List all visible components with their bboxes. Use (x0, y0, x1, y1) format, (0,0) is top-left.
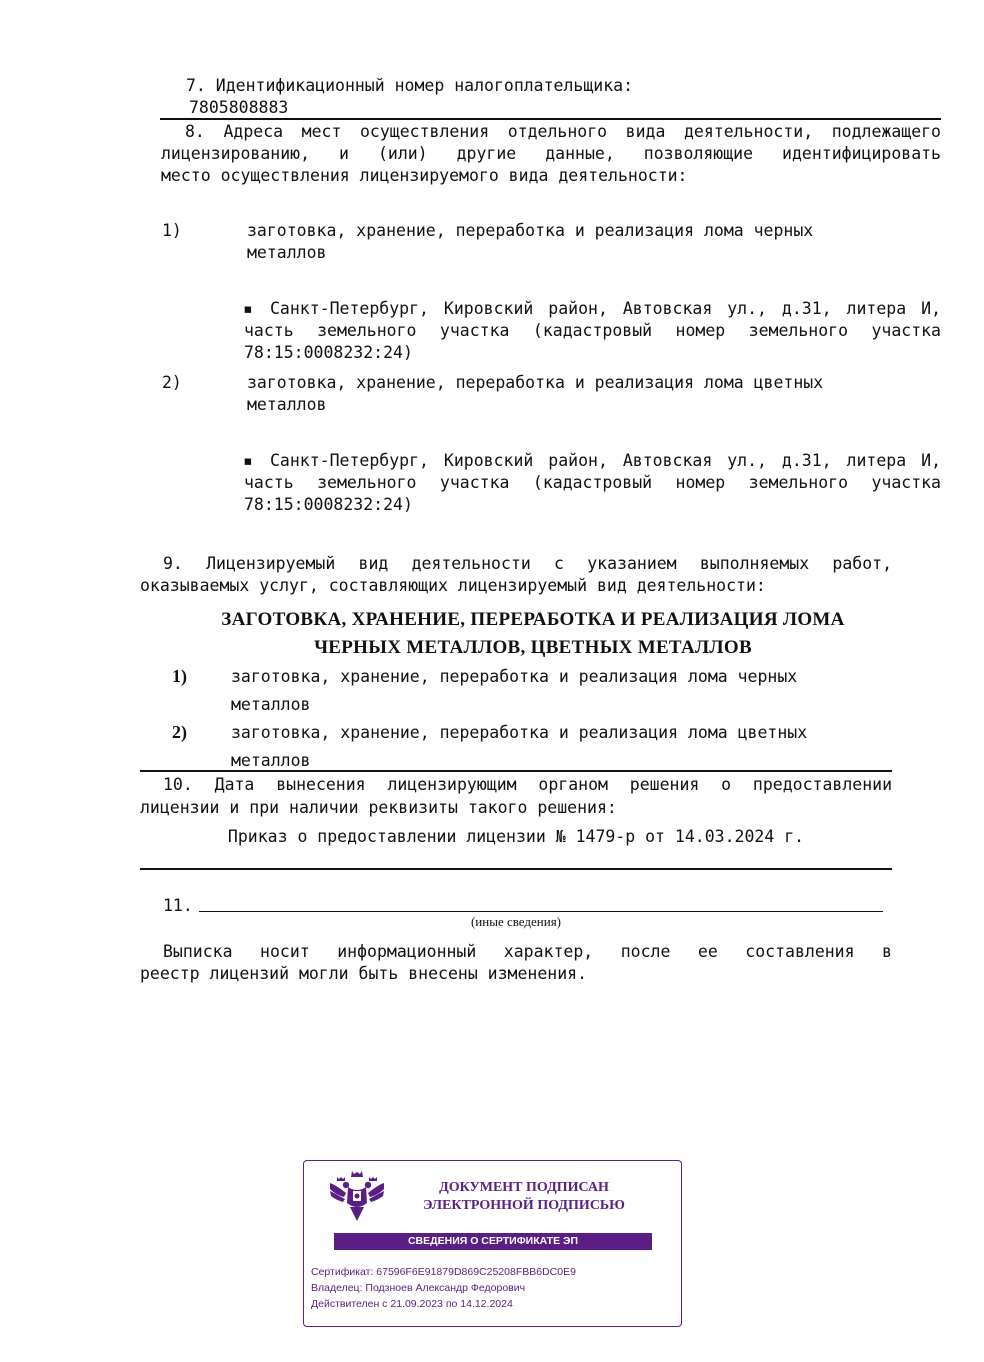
item8-heading-line2: лицензированию, и (или) другие данные, позволяющие идентифицировать (161, 144, 941, 163)
bullet-icon: ▪ (243, 451, 253, 470)
address-line2: часть земельного участка (кадастровый номер земельного участка (244, 321, 941, 340)
entry-number: 1) (162, 221, 182, 240)
address-line1: Санкт-Петербург, Кировский район, Автовская ул., д.31, литера И, (270, 299, 941, 318)
work-number: 1) (172, 666, 187, 686)
signature-title (404, 1179, 644, 1215)
work-text-line2: металлов (231, 695, 311, 714)
work-text-line2: металлов (231, 751, 311, 770)
entry-number: 2) (162, 373, 182, 392)
item9-heading-line2: оказываемых услуг, составляющих лицензируемый вид деятельности: (140, 576, 766, 595)
address-line1: Санкт-Петербург, Кировский район, Автовская ул., д.31, литера И, (270, 451, 941, 470)
entry-activity-line1: заготовка, хранение, переработка и реализация лома цветных (247, 373, 824, 392)
license-decision: Приказ о предоставлении лицензии № 1479-р от 14.03.2024 г. (227, 827, 805, 846)
certificate-validity: Действителен с 21.09.2023 по 14.12.2024 (311, 1298, 513, 1310)
item10-heading-line2: лицензии и при наличии реквизиты такого решения: (140, 798, 617, 817)
work-text-line1: заготовка, хранение, переработка и реализация лома черных (231, 667, 798, 686)
divider (140, 868, 892, 870)
entry-activity-line2: металлов (247, 243, 327, 262)
activity-title-line1: ЗАГОТОВКА, ХРАНЕНИЕ, ПЕРЕРАБОТКА И РЕАЛИЗАЦИЯ ЛОМА (221, 609, 845, 630)
certificate-owner: Владелец: Подзноев Александр Федорович (311, 1282, 526, 1294)
notice-line2: реестр лицензий могли быть внесены изменения. (140, 964, 588, 983)
work-number: 2) (172, 722, 187, 742)
divider (140, 770, 892, 772)
divider (160, 118, 941, 120)
inn-label: 7. Идентификационный номер налогоплательщика: (186, 76, 634, 95)
item8-heading-line1: 8. Адреса мест осуществления отдельного вида деятельности, подлежащего (185, 122, 941, 141)
address-line3: 78:15:0008232:24) (244, 495, 413, 514)
double-headed-eagle-emblem-icon (328, 1169, 386, 1225)
bullet-icon: ▪ (243, 299, 253, 318)
entry-activity-line2: металлов (247, 395, 327, 414)
signature-title-line2: ЭЛЕКТРОННОЙ ПОДПИСЬЮ (423, 1198, 625, 1213)
e-signature-stamp (303, 1160, 682, 1327)
item9-heading-line1: 9. Лицензируемый вид деятельности с указанием выполняемых работ, (163, 554, 892, 573)
other-info-line (199, 911, 883, 912)
signature-title-line1: ДОКУМЕНТ ПОДПИСАН (439, 1180, 609, 1195)
item11-number: 11. (163, 896, 193, 915)
work-text-line1: заготовка, хранение, переработка и реализация лома цветных (231, 723, 808, 742)
certificate-band: СВЕДЕНИЯ О СЕРТИФИКАТЕ ЭП (334, 1233, 652, 1250)
certificate-number: Сертификат: 67596F6E91879D869C25208FBB6DC0E9 (311, 1266, 576, 1278)
other-info-caption: (иные сведения) (470, 914, 562, 929)
item10-heading-line1: 10. Дата вынесения лицензирующим органом решения о предоставлении (163, 775, 892, 794)
address-line2: часть земельного участка (кадастровый номер земельного участка (244, 473, 941, 492)
entry-activity-line1: заготовка, хранение, переработка и реализация лома черных (247, 221, 814, 240)
notice-line1: Выписка носит информационный характер, после ее составления в (163, 942, 892, 961)
item8-heading-line3: место осуществления лицензируемого вида деятельности: (161, 166, 688, 185)
inn-value: 7805808883 (189, 98, 289, 117)
address-line3: 78:15:0008232:24) (244, 343, 413, 362)
activity-title-line2: ЧЕРНЫХ МЕТАЛЛОВ, ЦВЕТНЫХ МЕТАЛЛОВ (314, 637, 752, 658)
